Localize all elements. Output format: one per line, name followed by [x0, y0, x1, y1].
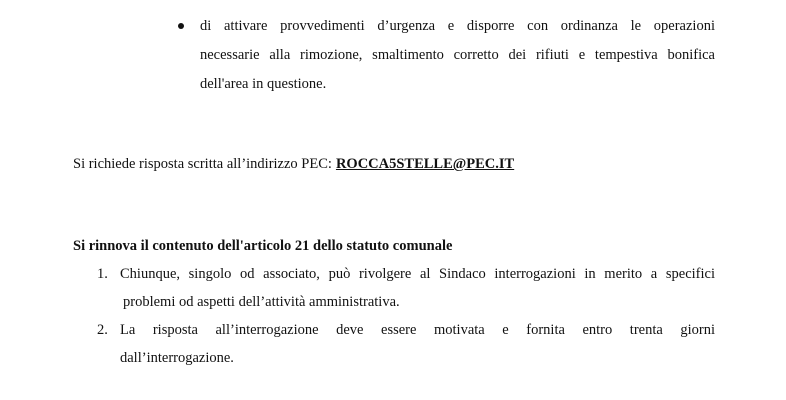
pec-address: ROCCA5STELLE@PEC.IT — [335, 156, 515, 172]
bullet-line-3: dell'area in questione. — [200, 76, 327, 92]
bullet-line-1: di attivare provvedimenti d’urgenza e disporre con ordinanza le operazioni — [200, 18, 715, 34]
bullet-icon — [178, 23, 184, 29]
list-item-1-line-1: Chiunque, singolo od associato, può rivolgere al Sindaco interrogazioni in merito a specifici — [120, 266, 715, 282]
pec-request-text: Si richiede risposta scritta all’indirizzo PEC: — [73, 156, 332, 172]
list-item-number: 1. — [97, 266, 108, 282]
pec-request-line — [73, 150, 514, 178]
article-heading: Si rinnova il contenuto dell'articolo 21 dello statuto comunale — [73, 238, 453, 254]
list-item-1-line-2: problemi od aspetti dell’attività amministrativa. — [123, 294, 400, 310]
bullet-line-2: necessarie alla rimozione, smaltimento corretto dei rifiuti e tempestiva bonifica — [200, 47, 715, 63]
list-item-number: 2. — [97, 322, 108, 338]
list-item-2-line-1: La risposta all’interrogazione deve essere motivata e fornita entro trenta giorni — [120, 322, 715, 338]
bullet-item-text — [200, 12, 715, 99]
list-item-2-line-2: dall’interrogazione. — [120, 350, 234, 366]
